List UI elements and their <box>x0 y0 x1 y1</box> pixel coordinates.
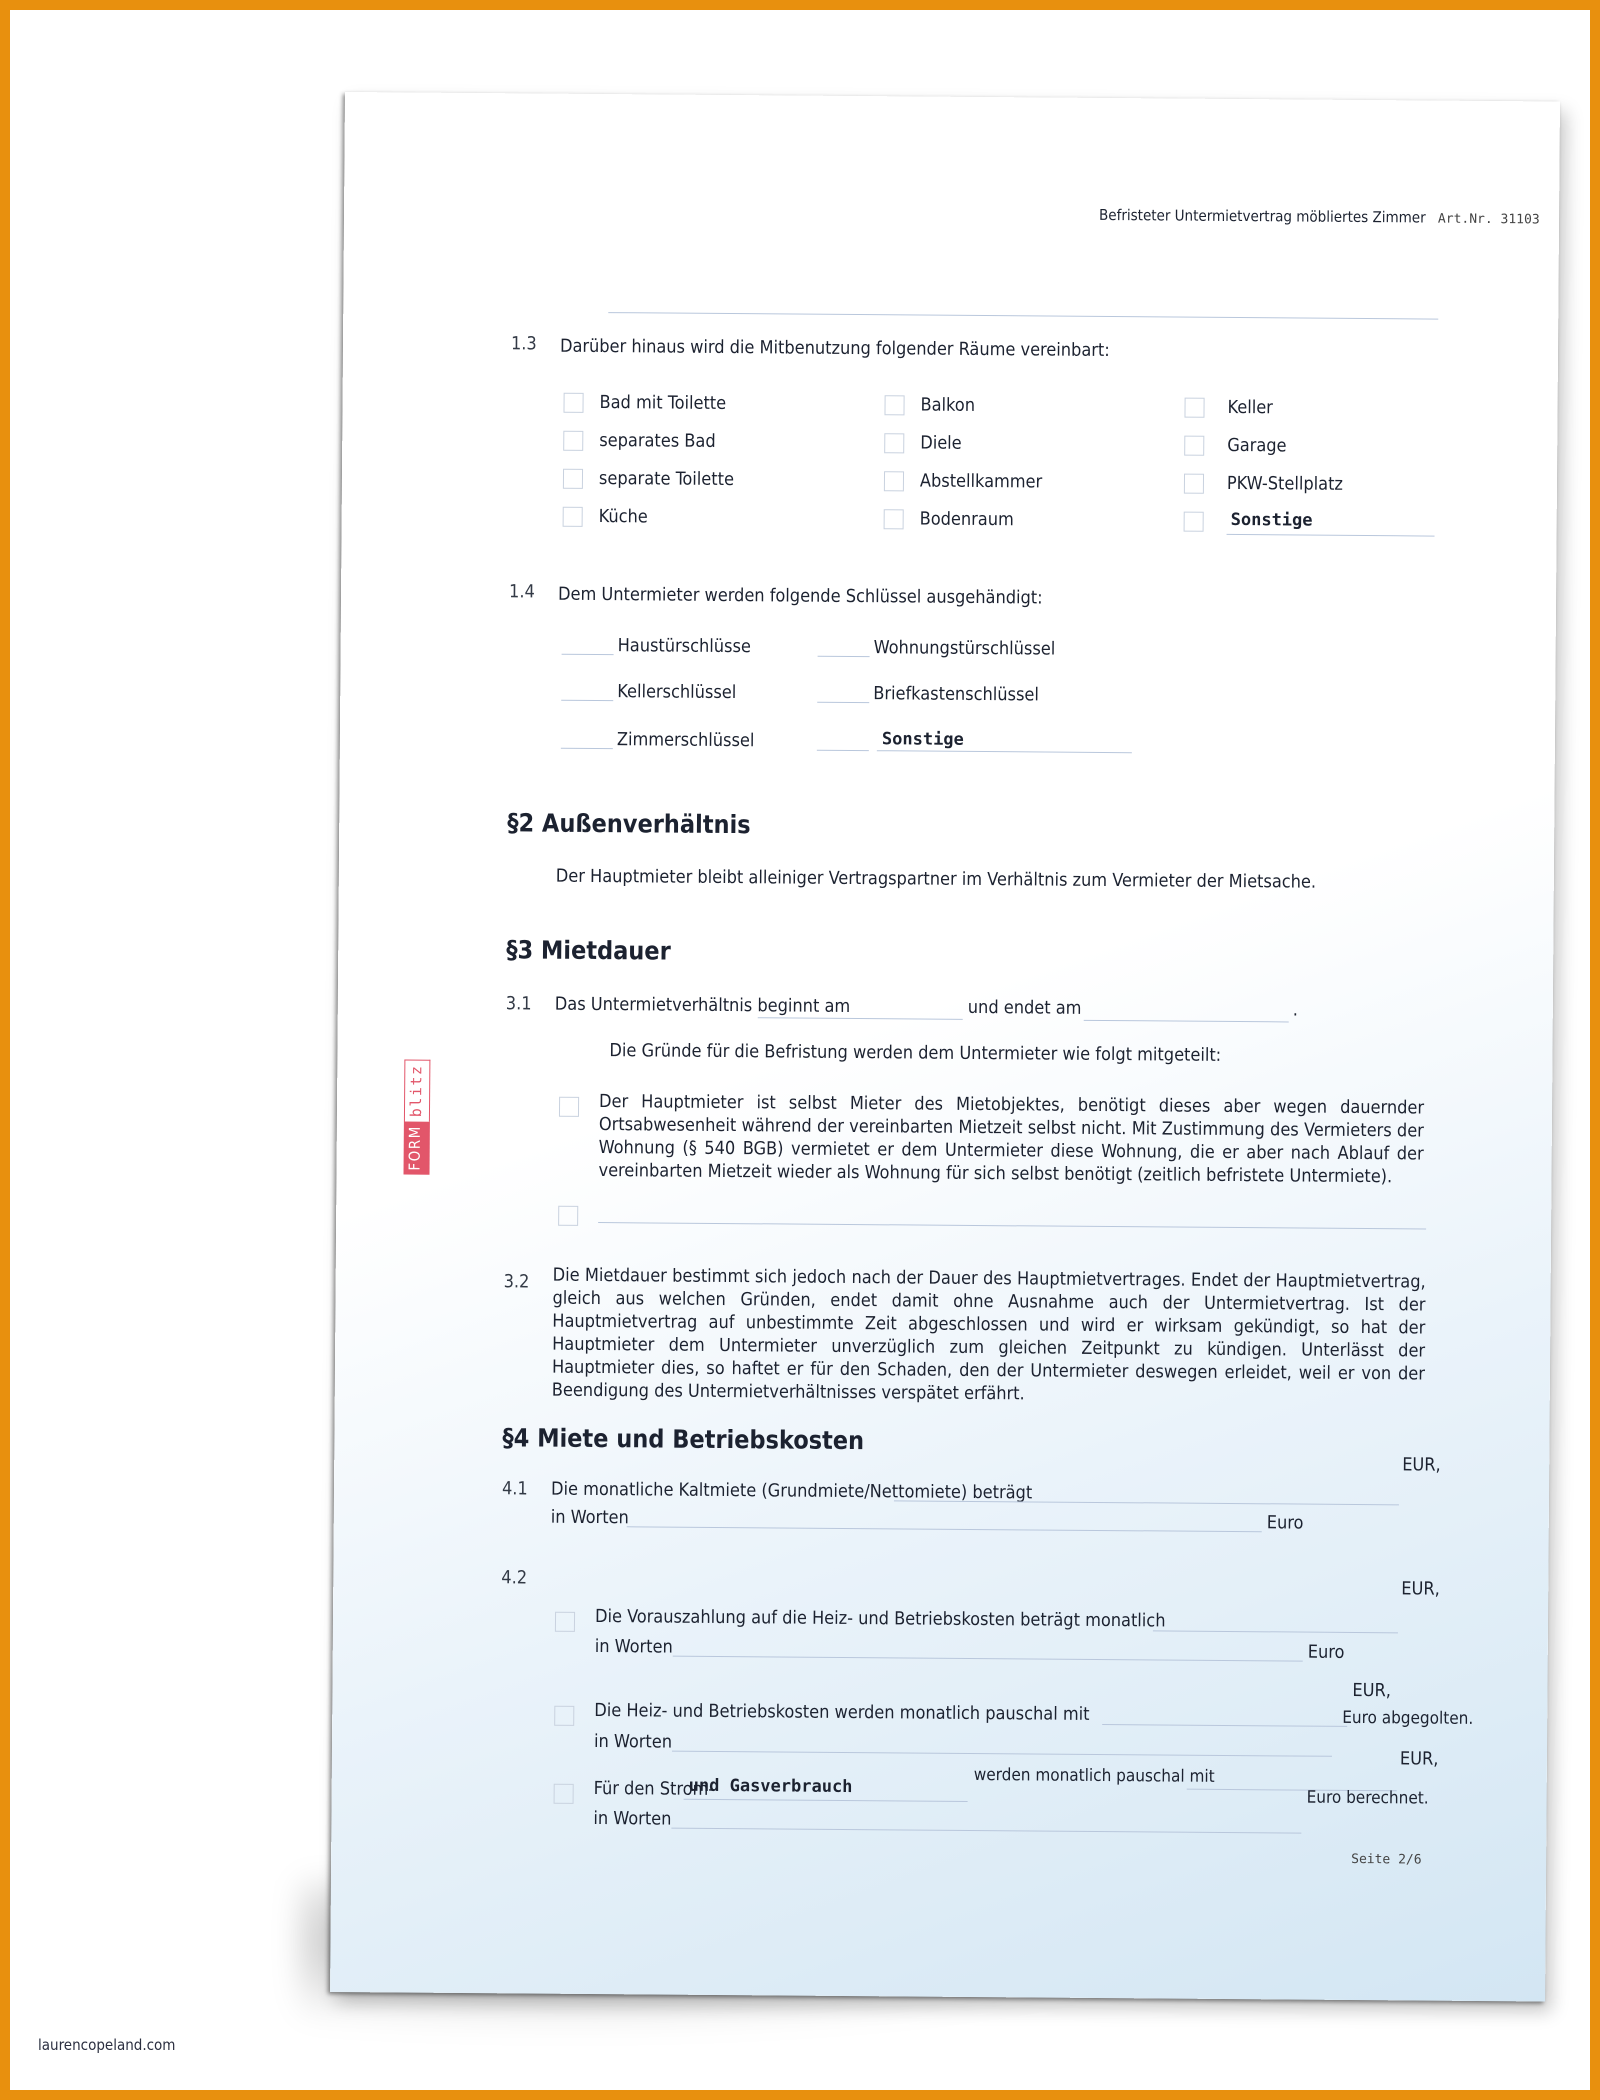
label-kueche: Küche <box>598 506 648 528</box>
checkbox-grund-eigenbedarf[interactable] <box>559 1097 579 1117</box>
checkbox-diele[interactable] <box>884 433 904 453</box>
input-begin-date[interactable] <box>758 1017 963 1020</box>
page-number: Seite 2/6 <box>1351 1851 1422 1868</box>
input-sonstige-schluessel[interactable] <box>877 750 1132 753</box>
label-pkw-stellplatz: PKW-Stellplatz <box>1226 472 1344 495</box>
power-fill-text[interactable]: und Gasverbrauch <box>688 1775 853 1798</box>
label-haustuerschluessel: Haustürschlüsse <box>617 635 752 658</box>
power-currency: EUR, <box>1399 1748 1439 1770</box>
input-grund-sonstiger[interactable] <box>598 1222 1426 1230</box>
input-flat-amount[interactable] <box>1102 1724 1347 1727</box>
input-power-in-words[interactable] <box>671 1828 1301 1834</box>
rent-in-words-label: in Worten <box>550 1506 629 1529</box>
label-bad-mit-toilette: Bad mit Toilette <box>599 392 727 415</box>
checkbox-sonstige-raum[interactable] <box>1184 512 1204 532</box>
document-header <box>1099 206 1540 227</box>
checkbox-abstellkammer[interactable] <box>884 471 904 491</box>
input-rent-in-words[interactable] <box>627 1526 1262 1532</box>
checkbox-pauschale[interactable] <box>554 1706 574 1726</box>
power-mid-text: werden monatlich pauschal mit <box>973 1764 1215 1787</box>
label-kellerschluessel: Kellerschlüssel <box>617 681 737 704</box>
label-balkon: Balkon <box>920 394 976 416</box>
power-in-words-label: in Worten <box>593 1808 672 1830</box>
checkbox-garage[interactable] <box>1184 436 1204 456</box>
input-flat-in-words[interactable] <box>672 1751 1332 1757</box>
power-pre-text: Für den Strom- <box>593 1778 715 1800</box>
checkbox-strom-gas[interactable] <box>554 1784 574 1804</box>
end-text: und endet am <box>967 996 1082 1019</box>
input-kellerschluessel-count[interactable] <box>561 700 613 701</box>
checkbox-bodenraum[interactable] <box>884 509 904 529</box>
label-abstellkammer: Abstellkammer <box>919 470 1043 493</box>
section-number-3-2: 3.2 <box>503 1271 530 1293</box>
rent-text: Die monatliche Kaltmiete (Grundmiete/Nettomiete) beträgt <box>550 1478 1033 1504</box>
period: . <box>1292 999 1299 1021</box>
flat-text: Die Heiz- und Betriebskosten werden monatlich pauschal mit <box>594 1700 1090 1725</box>
checkbox-separates-bad[interactable] <box>563 431 583 451</box>
rooms-intro-text: Darüber hinaus wird die Mitbenutzung folgender Räume vereinbart: <box>559 335 1110 362</box>
section-number-4-2: 4.2 <box>501 1567 528 1589</box>
rent-currency: EUR, <box>1402 1454 1441 1476</box>
label-keller: Keller <box>1227 396 1273 419</box>
label-sonstige-schluessel: Sonstige <box>881 729 964 750</box>
label-separates-bad: separates Bad <box>599 430 716 452</box>
input-end-date[interactable] <box>1084 1020 1289 1023</box>
checkbox-separate-toilette[interactable] <box>563 469 583 489</box>
input-advance-in-words[interactable] <box>673 1656 1303 1662</box>
checkbox-kueche[interactable] <box>563 507 583 527</box>
input-advance-amount[interactable] <box>1153 1630 1398 1633</box>
advance-currency: EUR, <box>1401 1578 1440 1600</box>
formblitz-logo <box>404 1054 431 1174</box>
checkbox-vorauszahlung[interactable] <box>555 1612 575 1632</box>
advance-in-words-label: in Worten <box>594 1636 673 1658</box>
header-rule <box>608 312 1438 320</box>
advance-text: Die Vorauszahlung auf die Heiz- und Betriebskosten beträgt monatlich <box>594 1606 1166 1632</box>
power-end-text: Euro berechnet. <box>1306 1787 1429 1809</box>
label-zimmerschluessel: Zimmerschlüssel <box>616 729 755 752</box>
grounds-intro: Die Gründe für die Befristung werden dem Untermieter wie folgt mitgeteilt: <box>609 1040 1222 1066</box>
section-title-2: §2 Außenverhältnis <box>507 808 751 840</box>
keys-intro-text: Dem Untermieter werden folgende Schlüssel ausgehändigt: <box>557 583 1043 609</box>
checkbox-bad-mit-toilette[interactable] <box>563 393 583 413</box>
label-separate-toilette: separate Toilette <box>598 468 735 491</box>
article-number: Art.Nr. 31103 <box>1437 211 1540 228</box>
checkbox-keller[interactable] <box>1184 398 1204 418</box>
document-page <box>330 92 1560 2001</box>
label-wohnungstuerschluessel: Wohnungstürschlüssel <box>873 637 1056 660</box>
input-verbrauch-art[interactable] <box>684 1799 968 1802</box>
input-wohnungstuerschluessel-count[interactable] <box>818 656 870 657</box>
input-sonstige-schluessel-count[interactable] <box>817 750 869 751</box>
section-3-2-text: Die Mietdauer bestimmt sich jedoch nach der Dauer des Hauptmietvertrages. Endet der Hauptmietvertrag, gleich aus welchen Gründen, endet damit ohne Ausnahme auch der Untermietvertrag. Ist der Hauptmietvertrag auf unbestimmte Zeit abgeschlossen und wird er wirksam gekündigt, so hat der Hauptmieter dem Untermieter unverzüglich zum gleichen Zeitpunkt zu kündigen. Unterlässt der Hauptmieter dies, so haftet er für den Schaden, den der Untermieter deswegen erleidet, weil er von der Beendigung des Untermietverhältnisses verspätet erfährt. <box>551 1264 1426 1405</box>
document-title: Befristeter Untermietvertrag möbliertes Zimmer <box>1098 205 1426 227</box>
section-number-1-4: 1.4 <box>508 581 535 603</box>
section-number-4-1: 4.1 <box>501 1478 528 1500</box>
section-2-text: Der Hauptmieter bleibt alleiniger Vertragspartner im Verhältnis zum Vermieter der Mietsache. <box>555 865 1317 893</box>
checkbox-pkw-stellplatz[interactable] <box>1184 474 1204 494</box>
input-sonstige-raum[interactable] <box>1227 534 1435 537</box>
section-number-3-1: 3.1 <box>505 993 532 1015</box>
flat-end-text: Euro abgegolten. <box>1342 1707 1474 1729</box>
grund-eigenbedarf-text: Der Hauptmieter ist selbst Mieter des Mietobjektes, benötigt dieses aber wegen dauernder Ortsabwesenheit während der vereinbarten Mietzeit selbst nicht. Mit Zustimmung des Vermieters der Wohnung (§ 540 BGB) vermietet er dem Untermieter diese Wohnung, die er aber nach Ablauf der vereinbarten Mietzeit wieder als Wohnung für sich selbst benötigt (zeitlich befristete Untermiete). <box>598 1091 1425 1188</box>
advance-in-words-euro: Euro <box>1307 1641 1345 1663</box>
flat-currency: EUR, <box>1352 1679 1392 1702</box>
input-briefkastenschluessel-count[interactable] <box>817 702 869 703</box>
label-briefkastenschluessel: Briefkastenschlüssel <box>873 683 1040 706</box>
label-garage: Garage <box>1227 434 1287 457</box>
checkbox-balkon[interactable] <box>884 395 904 415</box>
label-diele: Diele <box>920 432 962 454</box>
rent-in-words-euro: Euro <box>1266 1512 1304 1534</box>
label-sonstige-raum: Sonstige <box>1230 509 1313 531</box>
checkbox-grund-sonstiger[interactable] <box>558 1206 578 1226</box>
label-bodenraum: Bodenraum <box>919 508 1014 531</box>
section-number-1-3: 1.3 <box>510 333 537 355</box>
input-haustuerschluessel-count[interactable] <box>562 654 614 655</box>
section-title-4: §4 Miete und Betriebskosten <box>502 1423 865 1456</box>
logo-part-form: FORM <box>404 1121 430 1175</box>
logo-part-blitz: blitz <box>404 1059 430 1121</box>
section-title-3: §3 Mietdauer <box>506 935 671 966</box>
flat-in-words-label: in Worten <box>593 1731 673 1753</box>
watermark-text: laurencopeland.com <box>38 2036 176 2054</box>
begin-text: Das Untermietverhältnis beginnt am <box>554 993 851 1017</box>
input-zimmerschluessel-count[interactable] <box>561 748 613 749</box>
